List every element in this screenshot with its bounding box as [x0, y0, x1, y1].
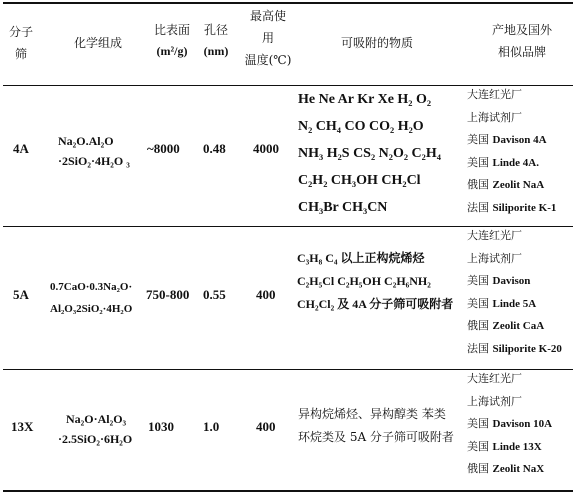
header-max-temp-line2: 用	[261, 31, 274, 45]
origin-brand: Davison	[492, 275, 531, 287]
adsorbate-line: 异构烷烯烃、异构醇类 苯类	[298, 407, 446, 421]
origin-country: 大连红光厂	[467, 229, 522, 242]
row-5a-sieve: 5A	[13, 287, 29, 302]
row-4a-pore-size: 0.48	[203, 141, 226, 156]
header-composition: 化学组成	[73, 36, 122, 50]
origin-item	[467, 270, 562, 293]
origin-country: 上海试剂厂	[467, 251, 522, 265]
origin-item	[467, 84, 556, 107]
adsorbate-line: CH₂Cl₂ 及 4A 分子筛可吸附者	[297, 297, 454, 311]
header-max-temp-line3: 温度(℃)	[244, 53, 292, 67]
origin-country: 美国	[467, 274, 489, 287]
origin-brand: Linde 5A	[492, 297, 537, 310]
row-13x-composition-line1: Na₂O·Al₂O₃	[66, 412, 127, 426]
origin-item	[467, 368, 552, 391]
header-max-temp-line1: 最高使	[249, 9, 286, 23]
origin-item	[467, 338, 562, 361]
header-sieve	[8, 24, 34, 62]
row-13x-adsorbates	[298, 403, 454, 449]
header-max-temp	[238, 8, 298, 68]
row-4a-sieve: 4A	[13, 141, 29, 156]
origin-country: 俄国	[467, 178, 489, 191]
origin-country: 法国	[467, 341, 489, 355]
row-5a-composition	[50, 276, 132, 320]
row-4a-surface-area: ~8000	[147, 141, 180, 156]
header-surface-area-line1: 比表面	[153, 23, 190, 37]
origin-brand: Zeolit NaX	[492, 463, 545, 475]
origin-brand: Siliporite K-20	[492, 342, 562, 355]
adsorbate-line: He Ne Ar Kr Xe H₂ O₂	[298, 92, 432, 107]
row-5a-adsorbates	[297, 247, 453, 316]
origin-country: 美国	[467, 133, 489, 146]
adsorbate-line: N₂ CH₄ CO CO₂ H₂O	[298, 119, 424, 134]
row-4a-origins	[467, 84, 556, 219]
origin-brand: Linde 13X	[492, 440, 542, 453]
origin-country: 美国	[467, 296, 489, 310]
header-pore-size-line2: (nm)	[203, 44, 229, 58]
header-sieve-line1: 分子	[8, 25, 33, 39]
origin-brand: Linde 4A.	[492, 156, 539, 169]
adsorbate-line: 环烷类及 5A 分子筛可吸附者	[298, 430, 454, 444]
row-5a-origins	[467, 225, 562, 360]
origin-item	[467, 107, 556, 130]
row-4a-composition-line1: Na₂O.Al₂O	[58, 134, 114, 148]
origin-item	[467, 436, 552, 459]
header-adsorbates: 可吸附的物质	[340, 36, 413, 50]
header-origin-line1: 产地及国外	[491, 23, 552, 37]
origin-country: 上海试剂厂	[467, 110, 522, 124]
header-sieve-line2: 筛	[14, 47, 27, 61]
row-13x-max-temp: 400	[256, 419, 276, 434]
row-13x-origins	[467, 368, 552, 481]
row-13x-composition-line2: ·2.5SiO₂·6H₂O	[58, 432, 133, 446]
adsorbate-line: CH₃Br CH₃CN	[298, 200, 388, 215]
origin-country: 大连红光厂	[467, 372, 522, 385]
origin-brand: Zeolit NaA	[492, 179, 545, 191]
origin-country: 大连红光厂	[467, 88, 522, 101]
adsorbate-line: C₃H₈ C₄ 以上正构烷烯烃	[297, 251, 425, 265]
origin-country: 法国	[467, 200, 489, 214]
origin-item	[467, 225, 562, 248]
row-5a-pore-size: 0.55	[203, 287, 226, 302]
origin-item	[467, 129, 556, 152]
row-5a-composition-line1: 0.7CaO·0.3Na₂O·	[50, 281, 133, 293]
row-5a-surface-area: 750-800	[146, 287, 190, 302]
row-4a-max-temp: 4000	[253, 141, 279, 156]
row-4a-composition	[58, 131, 130, 171]
row-4a-composition-line2: ·2SiO₂·4H₂O ₃	[58, 154, 130, 168]
origin-brand: Davison 10A	[492, 418, 553, 430]
row-13x-surface-area: 1030	[148, 419, 174, 434]
table-bottom-rule	[3, 490, 573, 492]
origin-item	[467, 152, 556, 175]
origin-brand: Zeolit CaA	[492, 320, 545, 332]
row-5a-max-temp: 400	[256, 287, 276, 302]
adsorbate-line: C₂H₂ CH₃OH CH₂Cl	[298, 173, 421, 188]
header-surface-area	[144, 22, 200, 59]
origin-item	[467, 174, 556, 197]
header-origin	[478, 22, 566, 60]
row-4a-adsorbates	[298, 86, 441, 221]
origin-item	[467, 197, 556, 220]
origin-item	[467, 458, 552, 481]
origin-country: 俄国	[467, 319, 489, 332]
row-13x-pore-size: 1.0	[203, 419, 220, 434]
origin-country: 俄国	[467, 462, 489, 475]
origin-country: 美国	[467, 155, 489, 169]
origin-country: 上海试剂厂	[467, 394, 522, 408]
origin-country: 美国	[467, 417, 489, 430]
origin-brand: Siliporite K-1	[492, 201, 557, 214]
header-origin-line2: 相似品牌	[497, 45, 546, 59]
table-top-rule	[3, 2, 573, 4]
header-pore-size	[199, 22, 233, 59]
header-surface-area-line2: (m²/g)	[156, 44, 188, 58]
origin-brand: Davison 4A	[492, 134, 547, 146]
origin-item	[467, 391, 552, 414]
origin-item	[467, 248, 562, 271]
origin-item	[467, 413, 552, 436]
origin-country: 美国	[467, 439, 489, 453]
origin-item	[467, 293, 562, 316]
header-pore-size-line1: 孔径	[203, 23, 228, 37]
origin-item	[467, 315, 562, 338]
row-5a-composition-line2: Al₂O₃2SiO₂·4H₂O	[50, 303, 133, 315]
row-13x-composition	[58, 409, 132, 449]
row-13x-sieve: 13X	[11, 419, 34, 434]
adsorbate-line: C₂H₅Cl C₂H₅OH C₂H₆NH₂	[297, 274, 431, 288]
adsorbate-line: NH₃ H₂S CS₂ N₂O₂ C₂H₄	[298, 146, 441, 161]
